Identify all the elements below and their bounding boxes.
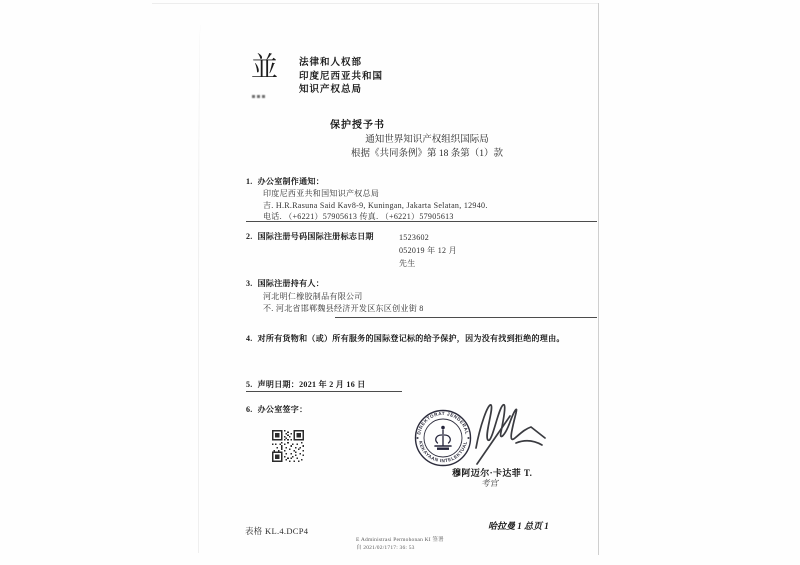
registration-date: 052019 年 12 月 — [399, 246, 457, 255]
signer-role: 考官 — [481, 478, 499, 488]
office-address-line: 吉. H.R.Rasuna Said Kav8-9, Kuningan, Jakarta Selatan, 12940. — [263, 200, 488, 210]
footer-form-number: 表格 KL.4.DCP4 — [245, 526, 309, 536]
seal-emblem — [435, 426, 451, 450]
notice-block — [298, 133, 556, 161]
section-3-heading — [246, 278, 324, 289]
section-3-label: 国际注册持有人： — [257, 279, 325, 288]
ministry-logo — [251, 54, 278, 81]
section-6-number: 6. — [246, 405, 253, 414]
office-phone-fax-line: 电话. （+6221）57905613 传真. （+6221）57905613 — [263, 212, 454, 221]
section-2-label: 国际注册号码国际注册标志日期 — [257, 232, 374, 241]
seal-left-star — [416, 437, 419, 439]
signature-scribble — [458, 396, 550, 470]
seal-top-text: DIREKTORAT JENDERAL — [416, 410, 470, 436]
ministry-line-3: 知识产权总局 — [299, 85, 363, 95]
section-1-label: 办公室制作通知： — [257, 177, 325, 186]
section-5-heading — [246, 379, 366, 390]
qr-code — [272, 430, 304, 462]
section-4-label: 对所有货物和（或）所有服务的国际登记标的给予保护，因为没有找到拒绝的理由。 — [257, 334, 565, 343]
paper-left-edge — [198, 25, 202, 553]
section-5-label: 声明日期：2021 年 2 月 16 日 — [257, 380, 366, 389]
footer-page-info: 哈拉曼 1 总页 1 — [488, 521, 549, 531]
section-4-heading — [246, 333, 565, 344]
notice-line-1: 通知世界知识产权组织国际局 — [365, 135, 489, 145]
paper-top-edge — [152, 3, 598, 4]
section-2-number: 2. — [246, 232, 253, 241]
section-1-body — [263, 188, 488, 223]
section-5-number: 5. — [246, 380, 253, 389]
section-1-underline — [246, 221, 597, 222]
section-3-body — [263, 291, 424, 315]
notice-line-2: 根据《共同条例》第 18 条第（1）款 — [350, 149, 503, 159]
ministry-line-1: 法律和人权部 — [299, 58, 363, 68]
section-2-values — [399, 231, 457, 270]
section-6-label: 办公室签字： — [257, 405, 308, 414]
holder-name-line: 河北明仁橡胶制品有限公司 — [263, 292, 363, 301]
footer-meta-line-2: 自 2021/02/1717: 36: 53 — [356, 545, 415, 551]
section-3-number: 3. — [246, 279, 253, 288]
section-1-heading — [246, 176, 324, 187]
document-title: 保护授予书 — [330, 120, 385, 131]
section-1-number: 1. — [246, 177, 253, 186]
office-name-line: 印度尼西亚共和国知识产权总局 — [263, 189, 380, 198]
holder-address-line: 不. 河北省邯郸魏县经济开发区东区创业街 8 — [263, 304, 424, 313]
seal-bottom-text: KEKAYAAN INTELEKTUAL — [417, 440, 468, 464]
footer-meta-line-1: E Administrasi Permohonan KI 签署 — [356, 537, 444, 543]
section-4-number: 4. — [246, 334, 253, 343]
ministry-name-block — [299, 57, 383, 98]
logo-caption-smudge — [252, 95, 267, 98]
section-3-underline — [335, 317, 597, 318]
registration-salutation: 先生 — [399, 259, 416, 268]
section-6-heading — [246, 404, 307, 415]
registration-number: 1523602 — [399, 233, 430, 242]
ministry-logo-glyph: 並 — [251, 52, 278, 82]
paper-right-edge — [598, 3, 599, 555]
section-5-underline — [246, 391, 402, 392]
signer-name: 穆阿迈尔·卡达菲 T. — [452, 468, 533, 478]
section-2-heading — [246, 231, 374, 242]
ministry-line-2: 印度尼西亚共和国 — [299, 71, 384, 82]
